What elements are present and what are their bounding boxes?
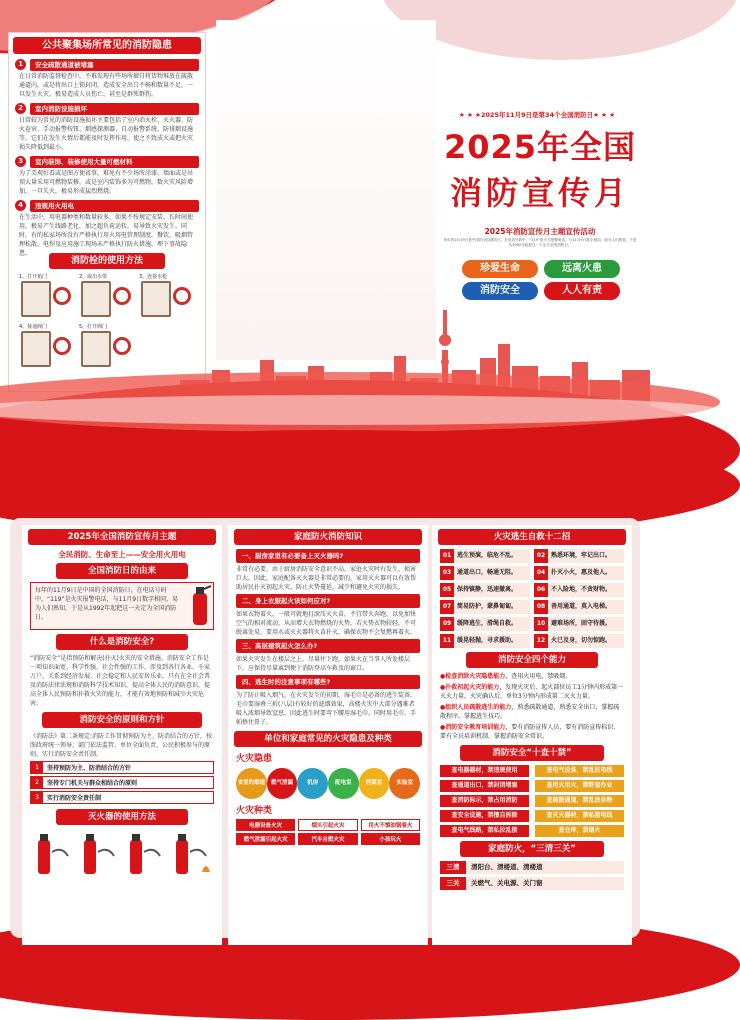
hazard-item-title [15,58,199,71]
hydrant-cabinet-icon [141,281,171,317]
principle-label: 坚持专门机关与群众相结合的原则 [47,780,138,787]
ten-checks-header: 消防安全“十查十禁” [460,745,604,761]
hazard-item-text: 日常较为常见的消防设施损坏主要包括了室内消火栓、灭火器、防火卷帘、手动报警按钮、烟感探测器、自动报警系统、防排烟设施等，它们在发生火情后都能及时发挥作用，使之不致成火或把火灾损失降低到最小。 [19,117,194,151]
top-sheet [0,0,650,462]
hazard-item-text: 在生活中，用电器种类和数量较多，如果不按规定安装、长时间使用，极易产生线路老化，加之超负荷运转，易导致火灾发生。同时，有的私家场所没有严格执行用火用电管理制度，餐饮、吸烟管理松散，电焊及应用施工现场未严格执行防火措施，埋下事故隐患。 [19,214,194,257]
hydrant-header: 消防栓的使用方法 [49,253,165,269]
tip-text: 缓晃轻抛，寻求援助。 [454,634,530,648]
what-is-header: 什么是消防安全? [56,634,188,650]
fire-type-cell: 汽车自燃火灾 [298,833,357,845]
tip-num: 12 [534,634,548,648]
fire-type-cell: 燃气泄漏引起火灾 [236,833,295,845]
extinguisher-steps-icon [30,832,214,878]
column-escape [432,525,632,945]
check-item: 查仓库，禁烟火 [535,825,624,837]
hazard-title: 火灾隐患 [236,754,273,764]
principle-row [30,791,214,804]
hazard-item-text: 在日常消防监督检查中，不难发现有些场所擅自将货物堆放在疏散通道内，或是将出口上锁封闭，造成安全出口不畅和数量不足，一旦发生火灾，极易造成人员伤亡，甚至是群死群伤。 [19,73,194,98]
tip-num: 05 [440,583,454,597]
ability-text: 要有消防宣传人员，要有消防宣传标识，要有全员培训机制，掌握消防安全常识。 [440,724,620,740]
qa-text: 非常有必要，由于厨房消防安全意识不高，家庭火灾时有发生，损害巨大，因此，家庭配备灭火器是非常必要的，家用灭火器可以有效帮助居民扑灭初起火灾，防止火势蔓延，减少和避免火灾的损失。 [236,566,417,591]
item-number: 4 [15,200,26,211]
hazards-panel [8,32,206,392]
ten-checks-grid [440,765,624,837]
fire-type-cell: 烟头引起火灾 [298,819,357,831]
hazard-item-title [15,102,199,115]
qing-text: 关燃气、关电源、关门窗 [466,877,624,890]
escape-tip [440,600,530,614]
hydrant-step [79,323,135,369]
fire-types-grid [236,819,420,845]
qing-text: 清阳台、清楼道、清楼道 [466,861,624,874]
principle-num: 3 [31,792,43,803]
escape-grid [440,549,624,648]
slogan-pill: 消防安全 [462,282,538,300]
check-item: 查用火用火，禁野蛮作业 [535,780,624,792]
tip-text: 不入险地，不贪财物。 [548,583,624,597]
step-caption: 4、接通阀门 [19,324,48,330]
check-item: 查疏散通道，禁乱放杂物 [535,795,624,807]
step-caption: 5、打开阀门 [79,324,108,330]
item-title: 安全疏散通道被堵塞 [30,59,199,71]
principle-text: 《消防法》第二条规定:消防工作贯彻预防为主、防消结合的方针，按照政府统一领导、部门依法监管、单位全面负责、公民积极参与的原则，实行消防安全责任制。 [30,733,213,758]
tip-text: 火已及身，切勿惊跑。 [548,634,624,648]
hydrant-step [79,273,135,319]
qa-title: 三、高层建筑起火怎么办? [236,639,420,653]
escape-tip [440,549,530,563]
hazard-circles [236,768,420,799]
slogan-pill: 人人有责 [544,282,620,300]
fire-extinguisher-icon [187,583,213,629]
hazard-circle: 实验室 [389,768,420,799]
escape-tip [440,566,530,580]
tip-text: 保持镇静，迅速撤离。 [454,583,530,597]
tip-num: 09 [440,617,454,631]
principle-num: 2 [31,777,43,788]
escape-tip [534,634,624,648]
hydrant-cabinet-icon [81,331,111,367]
item-title: 室内消防设施损坏 [30,103,199,115]
tip-num: 08 [534,600,548,614]
escape-tip [534,549,624,563]
cover-title-line1: 2025年全国 [443,128,637,166]
ability-key: ●扑救初起火灾的能力， [440,684,506,691]
qa-text: 如果衣物着火，一般可就地打滚压灭火苗，不宜带火奔跑，以免加快空气的相对流动，从而增大衣物燃烧的火势，若火势衣物较轻，不可脱离处易，要用水或灭火器将火苗扑灭，确保衣物不会复燃再着火。 [236,611,417,636]
hazard-item-text: 为了美观好看或是图方便省事，难免有不少场所涂漆、墙面或是吊顶大量采用可燃物装修，或是室内装饰多为可燃物，数火灾风险增加，一旦失火，极易形成猛烈燃烧。 [19,170,194,195]
item-title: 违规用火用电 [30,200,199,212]
hose-icon [113,337,131,355]
hydrant-cabinet-icon [81,281,111,317]
hazard-circle: 档案室 [359,768,390,799]
hazard-item-title [15,199,199,212]
extinguisher-header: 灭火器的使用方法 [56,809,188,825]
check-item: 查电气线路，禁私拉乱接 [440,825,529,837]
fire-type-cell: 电器设备火灾 [236,819,295,831]
slogan-pill: 远离火患 [544,260,620,278]
qa-title: 二、身上衣服起火该如何应对? [236,594,420,608]
ability-key: ●消防安全教育培训能力， [440,724,512,731]
theme-slogan: 全民消防、生命至上——安全用火用电 [58,550,186,559]
hazards-header: 公共聚集场所常见的消防隐患 [13,37,201,54]
hazard-item-title [15,155,199,168]
tip-num: 03 [440,566,454,580]
what-is-text: “消防安全”是指预防和解决(扑灭)火灾的安全措施。消防安全工作是一项知识面宽、科学性强、社会性强的工作，涉及到各行各业、千家万户，关系到经济发展、社会稳定和人民安居乐业。只有在全社会普及消防法律法规和消防科学技术知识，提高全体人民的消防意识，提高全体人民预防和扑救火灾的能力，才能有效地预防和减少火灾危害。 [30,655,211,707]
qa-title: 一、厨房家里有必要备上灭火器吗? [236,549,420,563]
escape-header: 火灾逃生自救十二招 [438,529,626,545]
cover-theme: 2025年消防宣传月主题宣传活动 [484,227,596,236]
qing-label: 三清 [440,861,466,874]
ability-text: 发现火灾后，起火部位员工1分钟内形成第一灭火力量，火灾确认后，单位3分钟内形成第二灭火力量。 [440,684,624,700]
principle-header: 消防安全的原则和方针 [42,712,202,728]
escape-tip [440,634,530,648]
cover-title-line2: 消防宣传月 [449,174,630,212]
hose-icon [53,337,71,355]
tip-text: 简易防护，蒙鼻匍匐。 [454,600,530,614]
hazard-circle: 配电室 [328,768,359,799]
column-theme [22,525,222,945]
ability-item [440,672,624,681]
step-caption: 3、连接水枪 [139,274,168,280]
theme-header: 2025年全国消防宣传月主题 [28,529,216,545]
ability-item [440,723,624,741]
tip-text: 善用通道，莫入电梯。 [548,600,624,614]
hazard-circle: 燃气泄漏 [267,768,298,799]
ability-item [440,683,624,701]
hydrant-cabinet-icon [21,281,51,317]
hydrant-step [19,273,75,319]
principle-row [30,761,214,774]
qing-row [440,861,624,874]
cover-fineprint: 每年的11月9日是中国的全国消防日。在电话号码中，“119”是火灾报警电话。与11月9日数字相同，朋为人们熟知，于是从1992年起把这一天定为全国消防日。 [443,238,637,247]
item-title: 室内装饰、装修使用大量可燃材料 [30,156,199,168]
step-caption: 1、打开箱门 [19,274,48,280]
check-item: 查灭火器材，禁私接电线 [535,810,624,822]
tip-num: 06 [534,583,548,597]
tip-text: 通道出口，畅通无阻。 [454,566,530,580]
hazard-types-header: 单位和家庭常见的火灾隐患及种类 [234,731,422,747]
column-home-fire [228,525,428,945]
fire-day-text: 每年的11月9日是中国的全国消防日，在电话号码中，“119”是火灾报警电话，与11月9日数字相同，易为人们熟知，于是从1992年起把这一天定为全国消防日。 [35,587,179,621]
ability-item [440,703,624,721]
ability-key: ●组织人员疏散逃生的能力， [440,704,518,711]
tip-num: 11 [440,634,454,648]
check-item: 查通道出口，禁封闭堵塞 [440,780,529,792]
qa-title: 四、逃生时的注意事项有哪些? [236,675,420,689]
escape-tip [534,617,624,631]
family-header: 家庭防火，“三清三关” [460,841,604,857]
ability-key: ●检查消除火灾隐患能力， [440,673,512,680]
tip-text: 避难场所，固守待援。 [548,617,624,631]
principle-label: 实行消防安全责任制 [47,795,102,802]
hydrant-cabinet-icon [21,331,51,367]
hydrant-steps [19,273,195,369]
four-abilities-header: 消防安全四个能力 [466,652,598,668]
ability-text: 熟悉疏散通道，熟悉安全出口，掌握疏散程序，掌握逃生技巧。 [440,704,620,720]
qing-label: 三关 [440,877,466,890]
principle-label: 坚持预防为主、防消结合的方针 [47,765,132,772]
tip-num: 10 [534,617,548,631]
item-number: 3 [15,156,26,167]
check-item: 查安全设施，禁擅自拆除 [440,810,529,822]
tip-num: 07 [440,600,454,614]
fire-day-box [30,582,214,630]
slogan-pill: 珍爱生命 [462,260,538,278]
escape-tip [534,566,624,580]
check-item: 查消防标示，禁占用消防 [440,795,529,807]
fire-types-title: 火灾种类 [236,806,273,816]
escape-tip [534,583,624,597]
hydrant-step [19,323,75,369]
fire-day-header: 全国消防日的由来 [56,563,188,579]
ability-text: 查用火用电，禁吸烟。 [511,673,572,680]
tip-text: 缓降逃生，滑绳自救。 [454,617,530,631]
escape-tip [440,583,530,597]
fire-type-cell: 用火不慎油锅着火 [361,819,420,831]
tip-num: 02 [534,549,548,563]
principle-num: 1 [31,762,43,773]
home-fire-header: 家庭防火消防知识 [234,529,422,545]
hose-icon [53,287,71,305]
hose-icon [113,287,131,305]
tip-num: 04 [534,566,548,580]
hazard-circle: 机房 [297,768,328,799]
check-item: 查电器器材，禁违规使用 [440,765,529,777]
escape-tip [534,600,624,614]
qing-row [440,877,624,890]
tip-text: 熟悉环境，牢记出口。 [548,549,624,563]
item-number: 2 [15,103,26,114]
principle-row [30,776,214,789]
fire-type-cell: 小孩玩火 [361,833,420,845]
qa-text: 为了防止吸入烟气，在火灾发生的初期，湿毛巾是必备的逃生装备，毛巾要湿叠三折(八层)有较好的滤烟效果，高楼火灾中大部分遇难者吸入浓烟导致窒息，因此逃生时要弯下腰用湿毛巾、同时用毛巾、手帕捂住鼻子。 [236,692,417,726]
qa-text: 如果火灾发生在楼层之上，尽量往下跑。如果火在当事人所处楼层下，应保持尽量离到便于消防登高车救及的窗口。 [236,656,411,672]
fire-day-slogan: ★ ★ ★2025年11月9日是第34个全国消防日★ ★ ★ [458,111,616,119]
escape-tip [440,617,530,631]
step-caption: 2、取出水带 [79,274,108,280]
check-item: 查电气设备，禁乱拉电线 [535,765,624,777]
item-number: 1 [15,59,26,70]
hazard-circle: 食堂的烟道 [236,768,267,799]
tip-text: 扑灭小火，惠及他人。 [548,566,624,580]
tip-text: 逃生预演，临危不乱。 [454,549,530,563]
tip-num: 01 [440,549,454,563]
